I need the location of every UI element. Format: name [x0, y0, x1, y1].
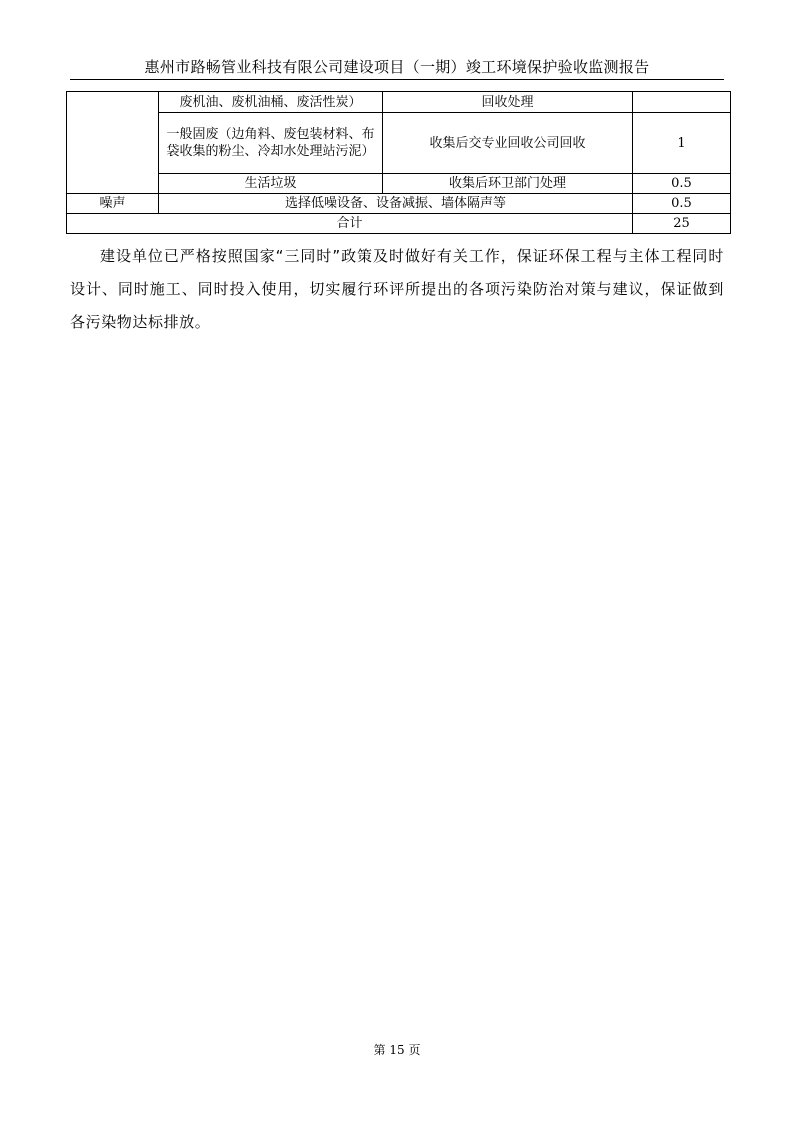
- item-cell: 生活垃圾: [159, 174, 383, 194]
- amount-cell: [633, 92, 731, 113]
- page-number: 第 15 页: [373, 1043, 421, 1057]
- amount-cell: 1: [633, 113, 731, 174]
- noise-amount: 0.5: [633, 194, 731, 214]
- table-row: [67, 174, 731, 194]
- body-paragraph: 建设单位已严格按照国家“三同时”政策及时做好有关工作，保证环保工程与主体工程同时设计、同时施工、同时投入使用，切实履行环评所提出的各项污染防治对策与建议，保证做到各污染物达标排放。: [70, 247, 724, 331]
- body-text: [70, 240, 724, 339]
- noise-measure: 选择低噪设备、设备减振、墙体隔声等: [159, 194, 633, 214]
- item-cell: 废机油、废机油桶、废活性炭）: [159, 92, 383, 113]
- measure-cell: 回收处理: [383, 92, 633, 113]
- noise-label: 噪声: [67, 194, 159, 214]
- measure-cell: 收集后环卫部门处理: [383, 174, 633, 194]
- amount-cell: 0.5: [633, 174, 731, 194]
- page-header: [70, 56, 724, 80]
- table-row: [67, 92, 731, 113]
- total-label: 合计: [67, 214, 633, 234]
- noise-row: [67, 194, 731, 214]
- report-title: 惠州市路畅管业科技有限公司建设项目（一期）竣工环境保护验收监测报告: [144, 58, 650, 76]
- category-cell: [67, 92, 159, 194]
- environmental-measures-table: [66, 91, 731, 234]
- total-amount: 25: [633, 214, 731, 234]
- table-row: [67, 113, 731, 174]
- item-cell: 一般固废（边角料、废包装材料、布袋收集的粉尘、冷却水处理站污泥）: [159, 113, 383, 174]
- measure-cell: 收集后交专业回收公司回收: [383, 113, 633, 174]
- total-row: [67, 214, 731, 234]
- page-footer: [0, 1041, 794, 1058]
